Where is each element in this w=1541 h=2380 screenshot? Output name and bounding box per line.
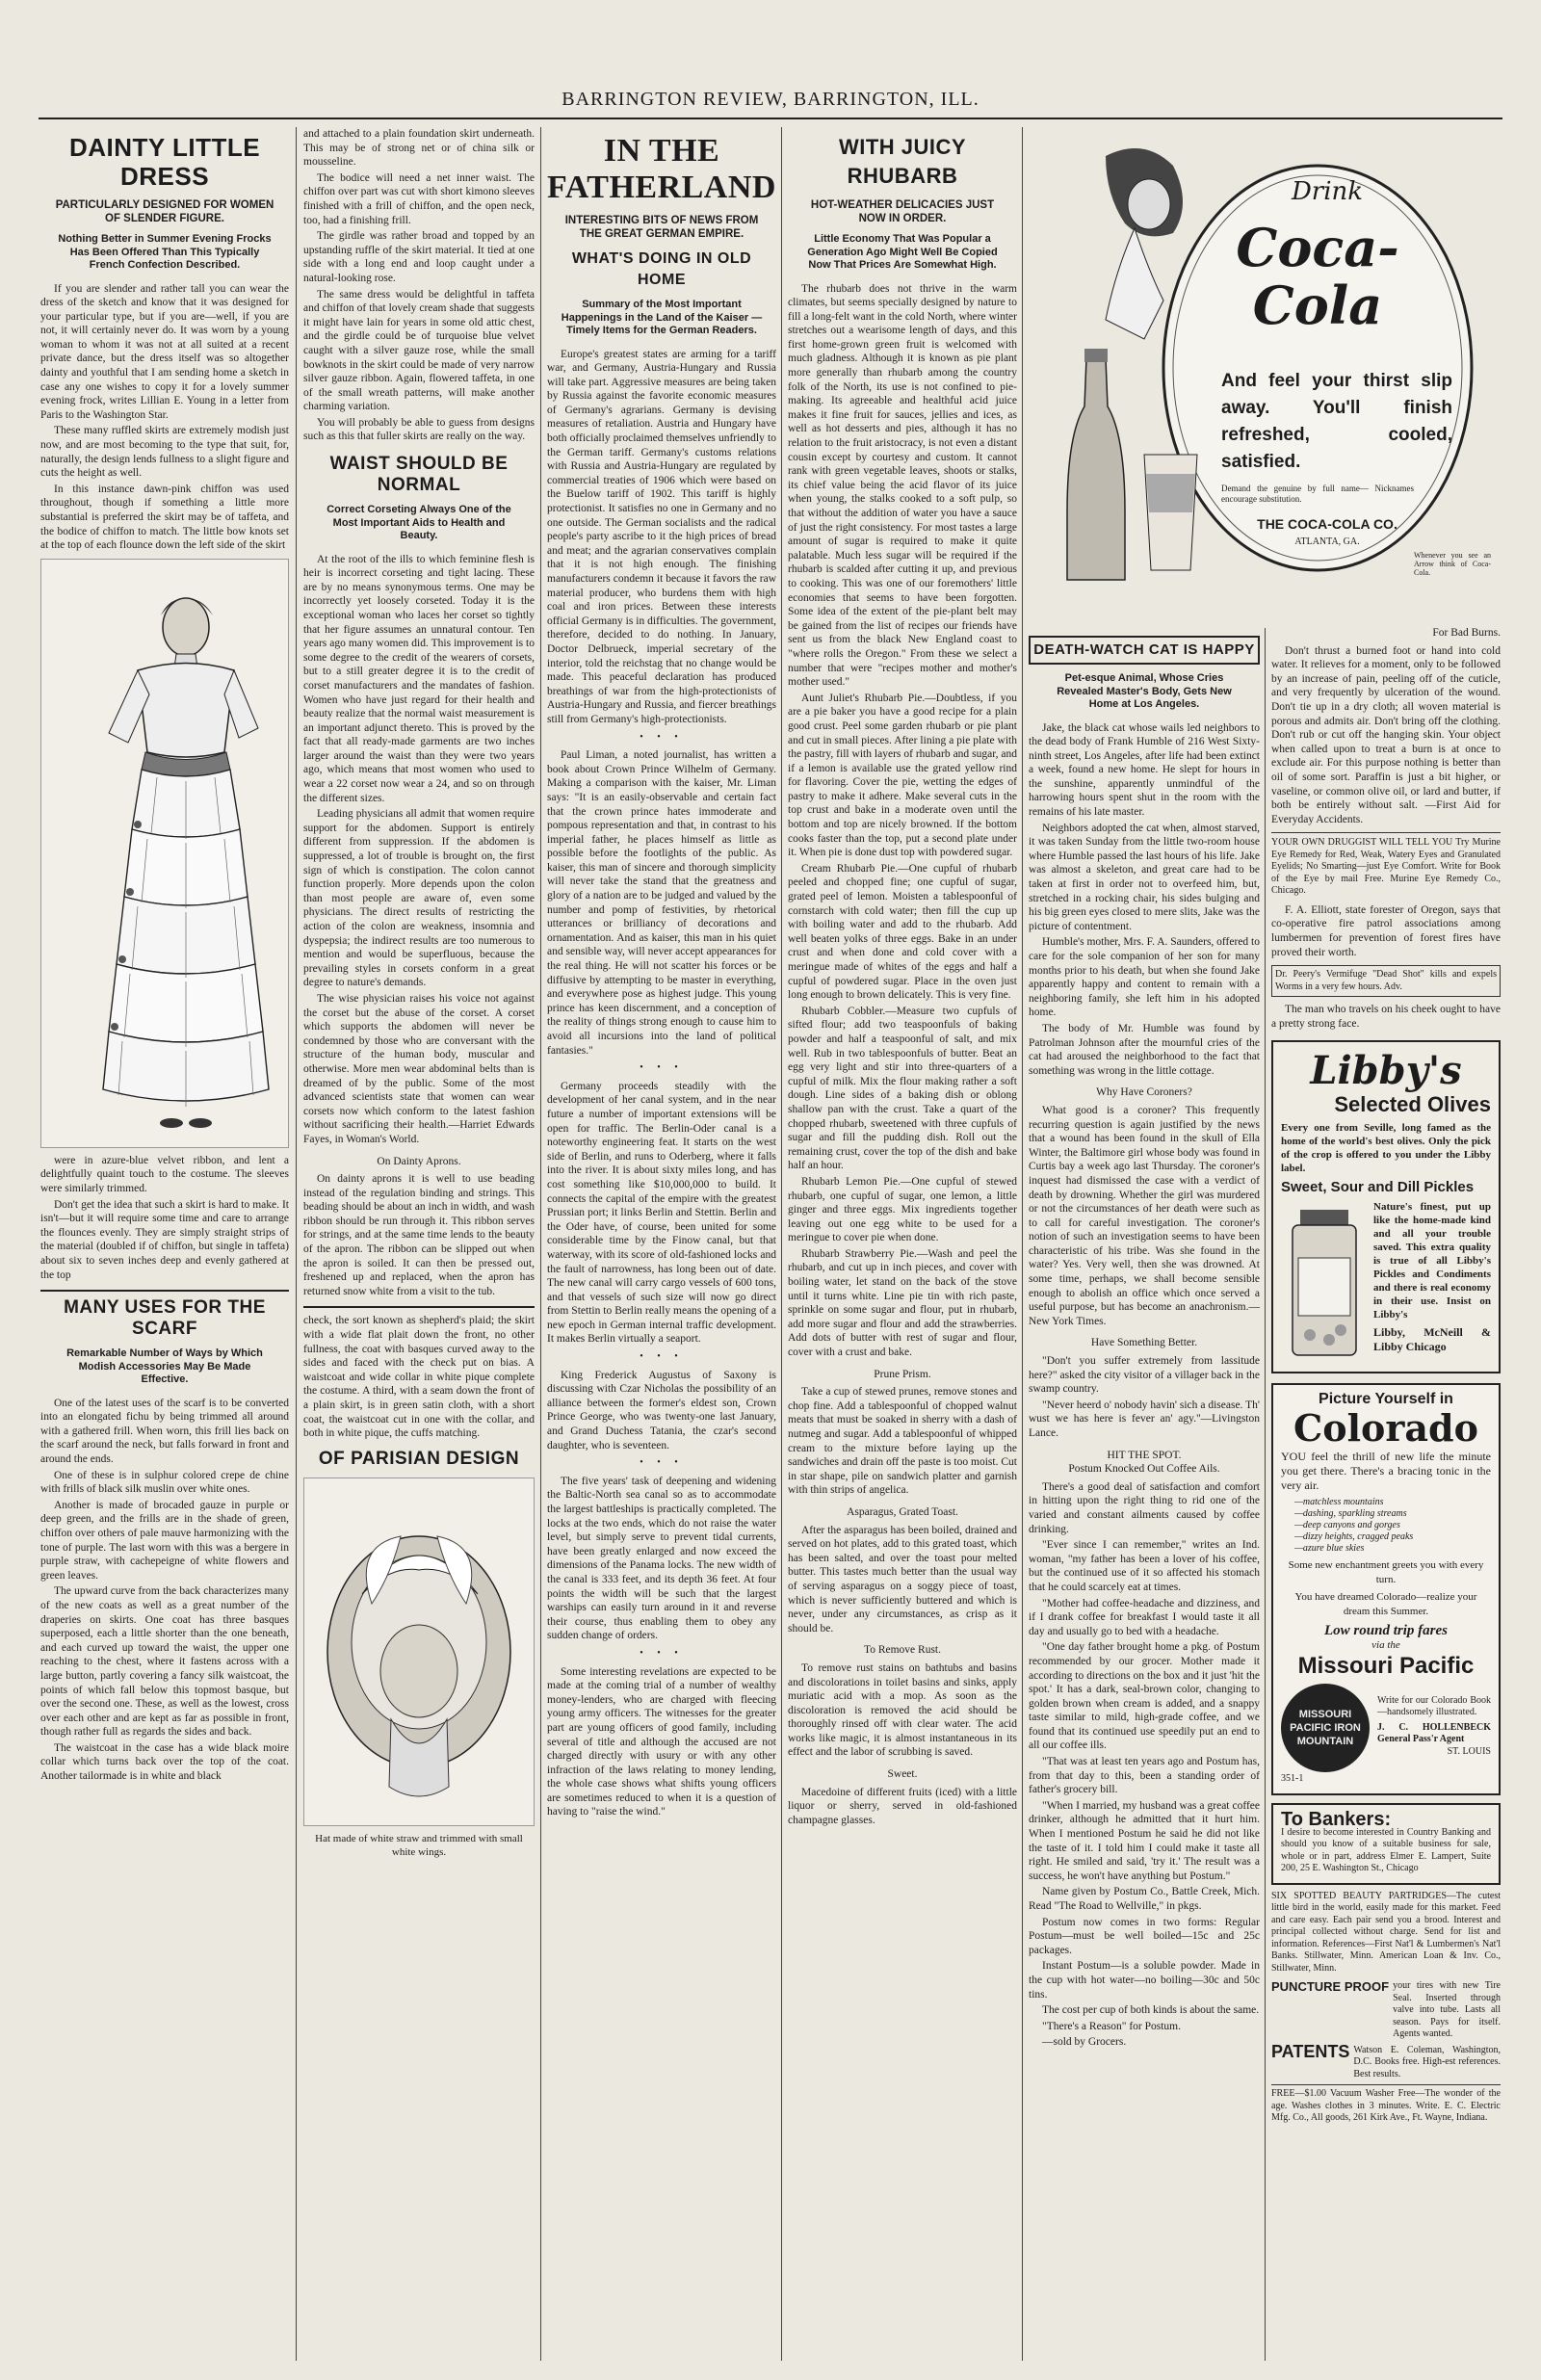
- paragraph: The man who travels on his cheek ought to have a pretty strong face.: [1271, 1004, 1501, 1030]
- paragraph: Neighbors adopted the cat when, almost starved, it was taken Sunday from the little two-room house where Humble passed the last hours of his life. Jake was almost a skeleton, and great care had to be taken at first in order not to overfeed him, but, stretched in a rocking chair, his sides bulging and his big green eyes closed to mere slits, Jake was the picture of contentment.: [1029, 822, 1260, 932]
- paragraph: check, the sort known as shepherd's plaid; the skirt with a wide flat plait down the front, no other fullness, the coat with basques curved away to the sides and faced with the check put on bias. A waistcoat and wide collar in white pique complete the costume. A third, with a seam down the front of a plain skirt, is in green satin cloth, with a short coat, the waistcoat cut in one with the collar, and both in white pique, the cuffs matching.: [303, 1315, 535, 1440]
- colorado-code: 351-1: [1281, 1772, 1304, 1784]
- paragraph: Aunt Juliet's Rhubarb Pie.—Doubtless, if you are a pie baker you have a good recipe for a plain good crust. Peel some garden rhubarb or pie plant and cut in small pieces. After lining a pie plate with the pastry, fill with layers of rhubarb and sugar, and if a lemon is available use the grated yellow rind for flavoring. Cover the pie, wetting the edges of pastry to make it adhere. Make several cuts in the top crust and bake in a moderate oven until the bottom and top are nicely browned. If the bottom cooks faster than the top, put a second plate under it. When pie is done dust top with powdered sugar.: [788, 692, 1017, 859]
- coke-drink: Drink: [1291, 177, 1364, 206]
- coca-cola-ad: [1029, 127, 1491, 628]
- column-2: [303, 127, 535, 2361]
- subhead: To Remove Rust.: [863, 1644, 941, 1657]
- headline-waist: WAIST SHOULD BE NORMAL: [329, 454, 509, 496]
- paragraph: "When I married, my husband was a great coffee drinker, although he admitted that it hurt him. When I mentioned Postum he said he did not like the taste of it. I told him I could make it taste all right. He smiled and said, 'try it.' The result was a success, he won't have anything but Postum.": [1029, 1799, 1260, 1882]
- colorado-title: Colorado: [1293, 1405, 1478, 1450]
- headline-scarf: MANY USES FOR THE SCARF: [64, 1297, 266, 1340]
- paragraph: and attached to a plain foundation skirt underneath. This may be of strong net or of china silk or mousseline.: [303, 128, 535, 169]
- subdeck: Pet-esque Animal, Whose Cries Revealed Master's Body, Gets New Home at Los Angeles.: [1057, 672, 1232, 710]
- coke-fine: Demand the genuine by full name— Nicknames encourage substitution.: [1221, 484, 1414, 504]
- paragraph: If you are slender and rather tall you can wear the dress of the sketch and know that it was designed for your particular type, but if you are—well, if you are not, it will certainly never do. It was worn by a young woman to whom it was not at all suited at a recent private dance, but the dress itself was so altogether dainty and youthful that I am sending home a sketch in case any one wishes to copy it for a lovely summer evening frock, writes Lillian E. Young in a letter from Paris to the Washington Star.: [40, 282, 289, 421]
- paragraph: "One day father brought home a pkg. of Postum recommended by our grocer. Mother made it according to directions on the box and it just 'hit the spot.' It has a dark, seal-brown color, changing to golden brown when cream is added, and a snappy taste similar to mild, high-grade coffee, and we found that its continued use speedily put an end to all our coffee ills.: [1029, 1641, 1260, 1752]
- colorado-fares: Low round trip fares: [1324, 1623, 1448, 1639]
- libby-text2: Nature's finest, put up like the home-made kind and all your trouble saved. This extra quality is true of all Libby's Pickles and Condiments and there is real economy in their use. Insist on Libby's: [1373, 1201, 1491, 1321]
- bankers-ad: [1271, 1803, 1501, 1885]
- colorado-write: Write for our Colorado Book—handsomely illustrated.: [1377, 1695, 1491, 1718]
- paragraph: The girdle was rather broad and topped by an upstanding ruffle of the skirt material. It tied at one side with a long end and loop caught under a natural-looking rose.: [303, 230, 535, 284]
- libby-ad: [1271, 1040, 1501, 1373]
- column-divider: [1022, 127, 1023, 2361]
- colorado-rail: Missouri Pacific: [1297, 1652, 1475, 1679]
- coke-note: Whenever you see an Arrow think of Coca-Cola.: [1414, 551, 1491, 577]
- hat-illustration: [303, 1478, 535, 1826]
- libby-text: Every one from Seville, long famed as the home of the world's best olives. Only the pick of the crop is offered to you under the Libby label.: [1281, 1122, 1491, 1175]
- paragraph: The body of Mr. Humble was found by Patrolman Johnson after the mournful cries of the cat had aroused the neighborhood to the fact that something was wrong in the little cottage.: [1029, 1022, 1260, 1077]
- deck: INTERESTING BITS OF NEWS FROM THE GREAT GERMAN EMPIRE.: [564, 215, 759, 240]
- paragraph: Europe's greatest states are arming for a tariff war, and Germany, Austria-Hungary and Russia will take part. Aggressive measures are being taken by Russia against the favorite economic measures of Germany's agrarians. Germany is devising measures of retaliation. Austria and Hungary have both officially proclaimed themselves unfriendly to the German tariff. Germany's customs relations with Russia and Austria-Hungary are regulated by commercial treaties of 1906 which were based on the Buelow tariff of 1902. This tariff is highly protectionist. It satisfies no one in Germany and no one outside. The German socialists and the radical people's party ascribe to it the high prices of bread and meat; and the agrarian conservatives complain that it is not high enough. The finishing manufacturers condemn it because it favors the raw material producer, who burdens them with high coal and iron prices. Between these interests official Germany is in difficulties. The government, therefore, decided to do nothing. In January, Doctor Delbrueck, imperial secretary of the interior, told the reichstag that no change would be made. This peaceful declaration has produced breathings of war from the high-protectionists of Austria-Hungary and Russia, and fiercer breathings still from Germany's high-protectionists.: [547, 348, 776, 725]
- subhead: Prune Prism.: [874, 1368, 931, 1380]
- paragraph: Germany proceeds steadily with the development of her canal system, and in the near future a number of important extensions will be open for traffic. The Berlin-Oder canal is a noteworthy engineering feat. It starts on the west side of Berlin, and runs to Oderberg, where it falls into the river. It is about sixty miles long, and has cost something like $10,000,000 to build. It connects the capital of the empire with the greatest Prussian port; it links Berlin and Stettin. Berlin and the Oder have, of course, been united for some considerable time by the Finow canal, but that waterway, with its score of old-fashioned locks and the fault of narrowness, has long been out of date. The new canal will carry cargo vessels of 600 tons, and that vessels of such size will now go direct from Stettin to Berlin really means the opening of a new epoch in German internal traffic development. It makes Berlin virtually a seaport.: [547, 1080, 776, 1346]
- paragraph: Macedoine of different fruits (iced) with a little liquor or sherry, served in old-fashioned champagne glasses.: [788, 1786, 1017, 1826]
- headline-fatherland: IN THE FATHERLAND: [547, 133, 776, 205]
- libby-title2: Sweet, Sour and Dill Pickles: [1281, 1179, 1475, 1196]
- subdeck: Correct Corseting Always One of the Most Important Aids to Health and Beauty.: [326, 504, 511, 542]
- bankers-title: To Bankers:: [1281, 1809, 1392, 1831]
- subhead-burns: For Bad Burns.: [1432, 627, 1501, 639]
- paragraph: Don't get the idea that such a skirt is hard to make. It isn't—but it will require some time and care to arrange the flounces evenly. They are simply straight strips of the material (doubled if of chiffon, but single in taffeta) about six to seven inches deep and evenly gathered at the top: [40, 1198, 289, 1281]
- paragraph: Jake, the black cat whose wails led neighbors to the dead body of Frank Humble of 216 West Sixty-ninth street, Los Angeles, after life had been extinct a week, found a new home. He slept for hours in the sunshine, apparently unmindful of the harrowing hours spent shut in the room with the remains of his late master.: [1029, 721, 1260, 819]
- paragraph: "Ever since I can remember," writes an Ind. woman, "my father has been a lover of his coffee, but the continued use of it so affected his stomach that he could scarcely eat at times.: [1029, 1539, 1260, 1593]
- colorado-text3: You have dreamed Colorado—realize your dream this Summer.: [1294, 1591, 1477, 1617]
- paragraph: "That was at least ten years ago and Postum has, from that day to this, been a standing order of father's grocery bill.: [1029, 1756, 1260, 1796]
- paragraph: "Don't you suffer extremely from lassitude here?" asked the city visitor of a villager back in the swamp country.: [1029, 1355, 1260, 1396]
- jar-icon: [1281, 1200, 1368, 1364]
- classified-ad: SIX SPOTTED BEAUTY PARTRIDGES—The cutest little bird in the world, easily made for this market. Feed and care easy. Each pair send you a brood. Interest and principal collected without charge. Send for list and information. References—First Nat'l & Lumbermen's Nat'l Banks. Stillwater, Minn. American Loan & Inv. Co., Stillwater, Minn.: [1271, 1890, 1501, 1974]
- headline-old-home: WHAT'S DOING IN OLD HOME: [571, 250, 752, 288]
- colorado-top: Picture Yourself in: [1319, 1391, 1453, 1408]
- subhead: Sweet.: [887, 1768, 918, 1781]
- colorado-via: via the: [1371, 1638, 1400, 1651]
- headline-death-watch-cat: DEATH-WATCH CAT IS HAPPY: [1029, 636, 1260, 665]
- deck: PARTICULARLY DESIGNED FOR WOMEN OF SLENDER FIGURE.: [55, 199, 274, 224]
- paragraph: The cost per cup of both kinds is about the same.: [1042, 2004, 1260, 2017]
- masthead-rule: [39, 118, 1502, 119]
- separator: • • •: [640, 1647, 684, 1659]
- paragraph: Rhubarb Strawberry Pie.—Wash and peel the rhubarb, and cut up in inch pieces, and cover with boiling water, let stand on the back of the stove until it turns white. Line pie tin with rich paste, sprinkle on some sugar and flour, put in rhubarb, add more sugar and flour and add the strawberries. Add dots of butter with rest of sugar and flour, cover with a crust and bake.: [788, 1247, 1017, 1359]
- hat-caption: Hat made of white straw and trimmed with small white wings.: [315, 1832, 523, 1859]
- subhead: Why Have Coroners?: [1096, 1086, 1192, 1099]
- paragraph: The rhubarb does not thrive in the warm climates, but seems specially designed by nature to fill a long-felt want in the cold North, where winter stretches out a wearisome length of days, and this first home-grown green fruit is welcomed with much gladness. Although it is known as pie plant more generally than rhubarb among the country folk of the North, its use is not confined to pie-making. Its agreeable and healthful acid juice makes it fine fruit for sauces, jellies and ices, as well as hot desserts and pies, although it has no relation to the fruit aristocracy, is not even a distant cousin except by courtesy and custom. It cannot rank with green vegetable leaves, shoots or stalks, its chief value being the acid flavor of its juice when young, the stalks cooked to a soft pulp, so that without the addition of water you have a sauce of just the right consistency. For most tastes a large amount of sugar is required to make it quite palatable. Much less sugar will be required if the rhubarb is scalded after cutting it up, and previous to cooking. This was one of our foremothers' little economies that seems to have been forgotten. Some idea of the extent of the pie-plant belt may be gained from the list of recipes our friends have sent us from the black New England coast to "where rolls the Oregon." From these we select a number that were "recipes mother and mother's mother used.": [788, 282, 1017, 689]
- coke-brand: Coca-Cola: [1236, 217, 1399, 336]
- missouri-pacific-seal-icon: MISSOURI PACIFIC IRON MOUNTAIN: [1281, 1684, 1370, 1772]
- column-1: [40, 127, 289, 2361]
- paragraph: Cream Rhubarb Pie.—One cupful of rhubarb peeled and chopped fine; one cupful of sugar, grated peel of lemon. Moisten a tablespoonful of cornstarch with cold water; then fill the cup up with boiling water and add to the rhubarb. Add well beaten yolks of three eggs. Bake in an under crust and when done and cold cover with a meringue made of whites of the eggs and half a cupful of powdered sugar. Place in the oven just long enough to brown delicately. This is very fine.: [788, 862, 1017, 1002]
- separator: • • •: [640, 1351, 684, 1363]
- column-divider: [540, 127, 541, 2361]
- paragraph: were in azure-blue velvet ribbon, and lent a delightfully quaint touch to the costume. The sleeves were similarly trimmed.: [40, 1154, 289, 1194]
- column-divider: [781, 127, 782, 2361]
- paragraph: To remove rust stains on bathtubs and basins and discolorations in toilet basins and sinks, apply muriatic acid with a mop. As soon as the discoloration is removed the acid should be thoroughly rinsed off with clear water. The acid works like magic, it is almost instantaneous in its effect and the labor of scrubbing is saved.: [788, 1661, 1017, 1759]
- headline-rhubarb: WITH JUICY RHUBARB: [838, 135, 967, 188]
- paragraph: One of the latest uses of the scarf is to be converted into an elongated fichu by being trimmed all around with a gathered frill. When worn, this frill lies back on the scarf around the neck, but falls forward in front and around the ends.: [40, 1397, 289, 1465]
- libby-maker: Libby, McNeill & Libby Chicago: [1373, 1325, 1491, 1354]
- headline-parisian: OF PARISIAN DESIGN: [318, 1448, 520, 1469]
- paragraph: Rhubarb Cobbler.—Measure two cupfuls of sifted flour; add two teaspoonfuls of baking powder and half a teaspoonful of salt, and mix well. Rub in two tablespoonfuls of butter. Beat an egg very light and stir into three-quarters of a cupful of milk. Mix the flour making rather a soft dough. Line sides of a baking dish or oblong shallow pan with the crust. Take a quart of the chopped rhubarb, sweetened with three cupfuls of sugar and fill the pudding dish. Roll out the remaining crust, cover the top of the dish and bake half an hour.: [788, 1005, 1017, 1172]
- paragraph: —sold by Grocers.: [1042, 2036, 1127, 2049]
- column-3: [547, 127, 776, 2361]
- paragraph: Rhubarb Lemon Pie.—One cupful of stewed rhubarb, one cupful of sugar, one lemon, a little ginger and three eggs. Mix ingredients together leaving out one egg white to be used for a meringue to cover pie when done.: [788, 1175, 1017, 1244]
- subhead: HIT THE SPOT.: [1107, 1449, 1182, 1461]
- paragraph: These many ruffled skirts are extremely modish just now, and are most becoming to the type that suit, for, naturally, the design lends fullness to a slight figure and cuts the height as well.: [40, 425, 289, 480]
- paragraph: Leading physicians all admit that women require support for the abdomen. Support is entirely different from suppression. If the abdomen is suppressed, a lot of trouble is brought on, the first sign of which is constipation. The colon cannot function properly. More depends upon the colon than most people are aware of, even some physicians. The direct results of restricting the action of the colon are weakness, insomnia and dyspepsia; the indirect results are too numerous to mention and would be superfluous, because the prevailing styles in corsets conform in a great degree to nature's demands.: [303, 808, 535, 989]
- coke-city: ATLANTA, GA.: [1294, 536, 1360, 547]
- coke-company: THE COCA-COLA CO.: [1257, 516, 1397, 532]
- colorado-city: ST. LOUIS: [1447, 1746, 1491, 1758]
- paragraph: The waistcoat in the case has a wide black moire collar which turns back over the top of the coat. Another tailormade is in white and black: [40, 1741, 289, 1783]
- paragraph: In this instance dawn-pink chiffon was used throughout, though if something a little more substantial is preferred the skirt may be of taffeta, and the bodice of chiffon to match. The little bow knots set at the top of each flounce down the left side of the skirt: [40, 483, 289, 552]
- paragraph: "Mother had coffee-headache and dizziness, and if I drank coffee for breakfast I would taste it all day and usually go to bed with a headache.: [1029, 1597, 1260, 1637]
- paragraph: The upward curve from the back characterizes many of the new coats as well as a great number of the draperies on skirts. One coat has three basques superposed, each a little shorter than the one beneath, and each curved up toward the waist, the upper one reaching to the chest, where it fastens across with a large button, partly covering a fancy silk waistcoat, the points of which fall below this topmost basque, but over the second one. These, as well as the lowest, cross over each other and are kept as far as possible in front, though rather full as regards the sides and back.: [40, 1585, 289, 1739]
- column-6: [1271, 626, 1501, 2361]
- colorado-ad: [1271, 1383, 1501, 1795]
- patents-title: PATENTS: [1271, 2041, 1350, 2061]
- paragraph: The same dress would be delightful in taffeta and chiffon of that lovely cream shade that suggests it might have lain for years in some old attic chest, and the girdle could be of turquoise blue velvet caught with a silver gauze rose, while the small bowknots in the skirt could be made of very narrow silver gauze ribbon. Again, flowered taffeta, in one of the small wreath patterns, will make another charming variation.: [303, 288, 535, 413]
- headline-dainty-dress: DAINTY LITTLE DRESS: [68, 133, 261, 191]
- paragraph: Take a cup of stewed prunes, remove stones and chop fine. Add a tablespoonful of chopped walnut meats that must be soaked in sherry with a dash of nutmeg and sugar. Add a tablespoonful of whipped cream to the mixture before laying up the sandwiches and drain off the paste is too moist. Cut in star shape, pile on sandwich platter and garnish with thin strips of angelica.: [788, 1386, 1017, 1497]
- subdeck: Little Economy That Was Popular a Generation Ago Might Well Be Copied Now That Prices Are Somewhat High.: [807, 233, 998, 271]
- deck: HOT-WEATHER DELICACIES JUST NOW IN ORDER.: [810, 199, 995, 224]
- libby-brand: Libby's: [1310, 1048, 1462, 1094]
- paragraph: F. A. Elliott, state forester of Oregon, says that co-operative fire patrol associations among lumbermen for prevention of forest fires have proved their worth.: [1271, 903, 1501, 958]
- subhead: Asparagus, Grated Toast.: [847, 1505, 958, 1518]
- bankers-text: I desire to become interested in Country Banking and should you know of a suitable business for sale, whole or in part, address Elmer E. Lampert, Suite 200, 25 E. Washington St., Chicago: [1281, 1826, 1491, 1874]
- libby-title: Selected Olives: [1334, 1092, 1491, 1117]
- subdeck: Nothing Better in Summer Evening Frocks Has Been Offered Than This Typically French Confection Described.: [58, 233, 272, 271]
- patents-text: Watson E. Coleman, Washington, D.C. Books free. High-est references. Best results.: [1353, 2044, 1501, 2079]
- paragraph: Some interesting revelations are expected to be made at the coming trial of a number of wealthy money-lenders, who are charged with fleecing young army officers. The witnesses for the greater part are young officers of good family, including several of title and although the accused are not charged directly with usury or with any other infraction of the laws relating to money lending, the whole case shows what shifts young officers are sometimes reduced to when it is a question of having to "raise the wind.": [547, 1665, 776, 1818]
- dress-illustration: [40, 559, 289, 1148]
- paragraph: The five years' task of deepening and widening the Baltic-North sea canal so as to accommodate the largest battleships is practically completed. The locks at the two ends, which do not raise the water level, but simply serve to prevent tidal currents, have been greatly enlarged and now exceed the dimensions of the Panama locks. The new width of the canal is 333 feet, and its depth 36 feet. At four points the width will be such that the largest warships can easily turn around in it and reverse their course, thus enabling them to obey any sudden change of orders.: [547, 1475, 776, 1642]
- paragraph: Another is made of brocaded gauze in purple or deep green, and the frills are in the shade of green, chiffon over others of pale mauve harmonizing with the tone of purple. The last worn with this was a bergere in purple straw, with cachepeigne of white flowers and green leaves.: [40, 1499, 289, 1582]
- paragraph: Postum now comes in two forms: Regular Postum—must be well boiled—15c and 25c packages.: [1029, 1916, 1260, 1956]
- paragraph: Name given by Postum Co., Battle Creek, Mich. Read "The Road to Wellville," in pkgs.: [1029, 1886, 1260, 1912]
- column-4: [788, 127, 1017, 2361]
- masthead: BARRINGTON REVIEW, BARRINGTON, ILL.: [562, 89, 979, 110]
- subhead-aprons: On Dainty Aprons.: [377, 1155, 461, 1167]
- paragraph: One of these is in sulphur colored crepe de chine with frills of black silk muslin over white ones.: [40, 1469, 289, 1496]
- separator: • • •: [640, 1457, 684, 1469]
- paragraph: Paul Liman, a noted journalist, has written a book about Crown Prince Wilhelm of Germany. Making a comparison with the kaiser, Mr. Liman says: "It is an easily-observable and certain fact that the crown prince hates immoderate and pompous representation and that, in contrast to his imperial father, he places himself as little as possible before the footlights of the public. As kaiser, this man of sincere and thorough simplicity will never take the stand that the greatness and glory of a nation are to be judged and valued by the number and pomp of festivities, by rhetorical utterances or brilliancy of decorations and ornamentation. And as kaiser, this man in his quiet and sensible way, will never accept appearances for the real thing. He will not scatter his forces or be diffusive by attempting to be master in everything, and everywhere pose as highest judge. This young prince has keen discernment, and a conception of the reality of things strong enough to cause him to avoid all incursions into the land of political fantasies.": [547, 749, 776, 1057]
- subdeck: Remarkable Number of Ways by Which Modish Accessories May Be Made Effective.: [66, 1347, 263, 1386]
- subdeck: Summary of the Most Important Happenings in the Land of the Kaiser —Timely Items for the German Readers.: [561, 299, 763, 336]
- paragraph: What good is a coroner? This frequently recurring question is again justified by the news that a wound has been found in the skull of Ella Winter, the Baltimore girl whose body was found in Curtis bay a week ago last Thursday. The coroner's inquest had dismissed the case with a verdict of death by drowning. Whether the girl was murdered or not the circumstances of her death were such as to call for careful investigation. The coroner's notion of such an investigation seems to have been characteristic of his tribe. Was she found in the water? Yes. Very well, then she was drowned. At some time, perhaps, we shall become sensible enough to abolish an office which once served a useful purpose, but has become an anachronism.—New York Times.: [1029, 1104, 1260, 1327]
- column-divider: [296, 127, 297, 2361]
- colorado-list: —matchless mountains —dashing, sparkling streams —deep canyons and gorges —dizzy heights, cragged peaks —azure blue skies: [1294, 1496, 1414, 1554]
- paragraph: Humble's mother, Mrs. F. A. Saunders, offered to care for the sole companion of her son for many months prior to his death, but when she found Jake apparently happy and content to remain with a neighboring family, she left him in his adopted home.: [1029, 936, 1260, 1019]
- colorado-text2: Some new enchantment greets you with every turn.: [1288, 1558, 1484, 1585]
- paragraph: Don't thrust a burned foot or hand into cold water. It relieves for a moment, only to be followed by an increase of pain, peeling off of the cuticle, and very frequently by ulceration of the wound. Don't tie up in a dry cloth; all woven material is porous and admits air. Don't bring off the clothing. Don't rub or cut off the hanging skin. Your object when called upon to treat a burn is at once to exclude air. For this purpose nothing is better than oil of some sort. Paraffin is just a bit higher, or vaseline, or common olive oil, or lard and butter, if both be entirely without salt. —First Aid for Everyday Accidents.: [1271, 644, 1501, 825]
- paragraph: King Frederick Augustus of Saxony is discussing with Czar Nicholas the possibility of an alliance between the former's eldest son, Crown Prince George, who was twenty-one last January, and Grand Duchess Tatania, the czar's second daughter, who is seventeen.: [547, 1369, 776, 1452]
- murine-ad: YOUR OWN DRUGGIST WILL TELL YOU Try Murine Eye Remedy for Red, Weak, Watery Eyes and Granulated Eyelids; No Smarting—just Eye Comfort. Write for Book of the Eye by mail Free. Murine Eye Remedy Co., Chicago.: [1271, 832, 1501, 898]
- paragraph: Instant Postum—is a soluble powder. Made in the cup with hot water—no boiling—30c and 50c tins.: [1029, 1960, 1260, 2001]
- puncture-title: PUNCTURE PROOF: [1271, 1979, 1390, 1995]
- separator: • • •: [640, 1062, 684, 1074]
- paragraph: The bodice will need a net inner waist. The chiffon over part was cut with short kimono sleeves finished with a frill of chiffon, and the open neck, too, had a finishing frill.: [303, 171, 535, 226]
- paragraph: "Never heerd o' nobody havin' sich a disease. Th' wust we has here is fever an' agy."—Livingston Lance.: [1029, 1399, 1260, 1439]
- subhead: Postum Knocked Out Coffee Ails.: [1068, 1463, 1220, 1476]
- separator: • • •: [640, 731, 684, 743]
- peery-ad: Dr. Peery's Vermifuge "Dead Shot" kills and expels Worms in a very few hours. Adv.: [1271, 965, 1501, 997]
- paragraph: There's a good deal of satisfaction and comfort in hitting upon the right thing to rid one of the varied and constant ailments caused by coffee drinking.: [1029, 1480, 1260, 1535]
- paragraph: "There's a Reason" for Postum.: [1042, 2020, 1182, 2032]
- paragraph: On dainty aprons it is well to use beading instead of the regulation binding and strings. This beading should be about an inch in width, and wash ribbon should be run through it. This ribbon serves for strings, and at the same time lends to the beauty of the apron. The ribbon can be slipped out when the apron is soiled. It can then be pressed out, freshened up and replaced, when the apron has returned snow white from a visit to the tub.: [303, 1173, 535, 1297]
- colorado-text: YOU feel the thrill of new life the minute you get there. There's a bracing tonic in the very air.: [1281, 1449, 1491, 1492]
- paragraph: At the root of the ills to which feminine flesh is heir is incorrect corseting and tight lacing. These are by no means synonymous terms. One may be incorrectly yet loosely corseted. Today it is the exceptional woman who laces her corset so tightly that her figure assumes an unnatural contour. Ten years ago many women did. This improvement is to some degree to the credit of the wearers of corsets, but to a still greater degree it is to the credit of corset manufacturers and the mandates of fashion. Women who have just regard for their health and beauty realize that the normal waist measurement is an important adjunct thereto. This is proved by the fact that all ready-made garments are two inches larger around the waist than they were two years ago, which means that most women who used to wear a 22 corset now wear a 24, and so on through the different sizes.: [303, 553, 535, 804]
- subhead: Have Something Better.: [1090, 1337, 1198, 1349]
- colorado-agent: J. C. HOLLENBECK General Pass'r Agent: [1377, 1722, 1491, 1745]
- paragraph: You will probably be able to guess from designs such as this that fuller skirts are really on the way.: [303, 416, 535, 443]
- paragraph: After the asparagus has been boiled, drained and served on hot plates, add to this grated toast, which has been salted, and over the toast pour melted butter. This tastes much better than the usual way of serving asparagus on a soggy piece of toast, which is never sufficiently buttered and which is never, under any circumstances, as crisp as it should be.: [788, 1524, 1017, 1635]
- coke-slogan: And feel your thirst slip away. You'll finish refreshed, cooled, satisfied.: [1221, 371, 1452, 472]
- free-washer-ad: FREE—$1.00 Vacuum Washer Free—The wonder of the age. Washes clothes in 3 minutes. Write. E. C. Electric Mfg. Co., All goods, 261 Kirk Ave., Ft. Wayne, Indiana.: [1271, 2084, 1501, 2125]
- puncture-text: your tires with new Tire Seal. Inserted through valve into tube. Lasts all season. Pays for itself. Agents wanted.: [1393, 1980, 1501, 2040]
- paragraph: The wise physician raises his voice not against the corset but the abuse of the corset. A corset which supports the abdomen will never be condemned by those who are conversant with the structure of the human body, muscular and otherwise. More men wear abdominal belts than is dreamed of by the public. Some of the most advanced scientists state that women can wear corsets now which conform to the latest fashion without sacrificing their health.—Harriet Edwards Fayes, in Woman's World.: [303, 992, 535, 1145]
